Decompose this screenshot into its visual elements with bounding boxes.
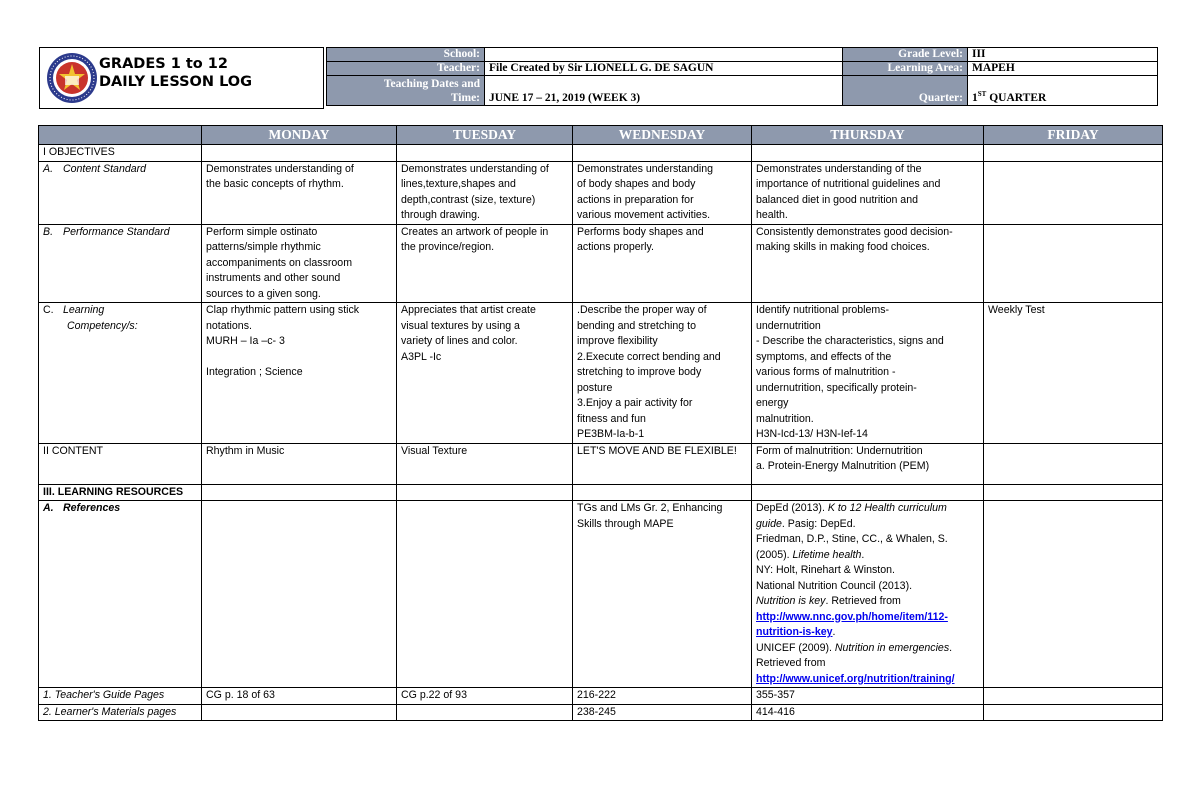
- table-cell[interactable]: .Describe the proper way of bending and stretching to improve flexibility 2.Execute correct bending and stretching to improve body posture 3.Enjoy a pair activity for fitness and fun PE3BM-Ia-b-1: [573, 303, 752, 444]
- table-row: [39, 704, 1163, 721]
- grade-value[interactable]: III: [968, 48, 1158, 62]
- table-cell[interactable]: [397, 484, 573, 501]
- table-row: [39, 303, 1163, 444]
- table-cell[interactable]: Demonstrates understanding of body shapes and body actions in preparation for various movement activities.: [573, 161, 752, 224]
- dates-value[interactable]: JUNE 17 – 21, 2019 (WEEK 3): [485, 76, 843, 106]
- dates-label: Teaching Dates and Time:: [327, 76, 485, 106]
- table-cell[interactable]: [984, 443, 1163, 484]
- table-cell[interactable]: [202, 145, 397, 162]
- table-cell[interactable]: CG p. 18 of 63: [202, 688, 397, 705]
- table-cell[interactable]: Demonstrates understanding of lines,texture,shapes and depth,contrast (size, texture) through drawing.: [397, 161, 573, 224]
- table-cell[interactable]: TGs and LMs Gr. 2, Enhancing Skills through MAPE: [573, 501, 752, 688]
- table-row: [39, 484, 1163, 501]
- day-header-friday: FRIDAY: [984, 126, 1163, 145]
- table-cell[interactable]: 238-245: [573, 704, 752, 721]
- section-resources: III. LEARNING RESOURCES: [39, 484, 202, 501]
- section-content: II CONTENT: [39, 443, 202, 484]
- row-label-performance-standard: B. Performance Standard: [39, 224, 202, 303]
- table-cell[interactable]: [397, 501, 573, 688]
- table-row: [39, 443, 1163, 484]
- table-cell[interactable]: Demonstrates understanding of the basic concepts of rhythm.: [202, 161, 397, 224]
- table-cell[interactable]: LET'S MOVE AND BE FLEXIBLE!: [573, 443, 752, 484]
- table-cell[interactable]: [573, 484, 752, 501]
- row-label-learning-competency: C. Learning Competency/s:: [39, 303, 202, 444]
- school-value[interactable]: [485, 48, 843, 62]
- table-cell[interactable]: 355-357: [752, 688, 984, 705]
- table-row: [39, 224, 1163, 303]
- table-cell[interactable]: [984, 688, 1163, 705]
- nnc-link[interactable]: http://www.nnc.gov.ph/home/item/112-: [756, 610, 948, 623]
- table-row: [39, 161, 1163, 224]
- table-cell[interactable]: Form of malnutrition: Undernutrition a. Protein-Energy Malnutrition (PEM): [752, 443, 984, 484]
- quarter-value[interactable]: 1ST QUARTER: [968, 76, 1158, 106]
- row-label-content-standard: A. Content Standard: [39, 161, 202, 224]
- table-cell[interactable]: Demonstrates understanding of the importance of nutritional guidelines and balanced diet in good nutrition and health.: [752, 161, 984, 224]
- unicef-link[interactable]: http://www.unicef.org/nutrition/training/: [756, 672, 955, 685]
- table-cell[interactable]: Perform simple ostinato patterns/simple rhythmic accompaniments on classroom instruments and other sound sources to a given song.: [202, 224, 397, 303]
- table-cell[interactable]: Visual Texture: [397, 443, 573, 484]
- table-cell[interactable]: Creates an artwork of people in the province/region.: [397, 224, 573, 303]
- section-objectives: I OBJECTIVES: [39, 145, 202, 162]
- table-cell[interactable]: [984, 501, 1163, 688]
- table-cell[interactable]: 414-416: [752, 704, 984, 721]
- day-header-wednesday: WEDNESDAY: [573, 126, 752, 145]
- table-cell[interactable]: [202, 484, 397, 501]
- table-cell[interactable]: [573, 145, 752, 162]
- table-cell[interactable]: Performs body shapes and actions properly.: [573, 224, 752, 303]
- table-cell[interactable]: [984, 704, 1163, 721]
- row-label-tg-pages: 1. Teacher's Guide Pages: [39, 688, 202, 705]
- quarter-label: Quarter:: [843, 76, 968, 106]
- area-label: Learning Area:: [843, 62, 968, 76]
- nnc-link-continued[interactable]: nutrition-is-key: [756, 626, 833, 638]
- table-cell[interactable]: [202, 704, 397, 721]
- table-cell[interactable]: DepEd (2013). K to 12 Health curriculum guide. Pasig: DepEd. Friedman, D.P., Stine, CC., & Whalen, S. (2005). Lifetime health. NY: Holt, Rinehart & Winston. National Nutrition Council (2013). Nutrition is key. Retrieved from http://www.nnc.gov.ph/home/item/112- nutrition-is-key. UNICEF (2009). Nutrition in emergencies. Retrieved from http://www.unicef.org/nutrition/training/: [752, 501, 984, 688]
- table-cell[interactable]: Weekly Test: [984, 303, 1163, 444]
- table-cell[interactable]: Identify nutritional problems- undernutrition - Describe the characteristics, signs and symptoms, and effects of the various forms of malnutrition - undernutrition, specifically protein- energy malnutrition. H3N-Icd-13/ H3N-Ief-14: [752, 303, 984, 444]
- table-cell[interactable]: [397, 704, 573, 721]
- table-cell[interactable]: [752, 484, 984, 501]
- grade-label: Grade Level:: [843, 48, 968, 62]
- table-cell[interactable]: [984, 224, 1163, 303]
- day-header-monday: MONDAY: [202, 126, 397, 145]
- teacher-value[interactable]: File Created by Sir LIONELL G. DE SAGUN: [485, 62, 843, 76]
- table-row: [39, 688, 1163, 705]
- day-header-thursday: THURSDAY: [752, 126, 984, 145]
- table-cell[interactable]: [202, 501, 397, 688]
- header-box: [39, 47, 324, 109]
- table-cell[interactable]: [984, 161, 1163, 224]
- lesson-log-table: [38, 125, 1163, 721]
- table-cell[interactable]: Consistently demonstrates good decision- making skills in making food choices.: [752, 224, 984, 303]
- teacher-label: Teacher:: [327, 62, 485, 76]
- day-header-tuesday: TUESDAY: [397, 126, 573, 145]
- table-cell[interactable]: CG p.22 of 93: [397, 688, 573, 705]
- table-cell[interactable]: Rhythm in Music: [202, 443, 397, 484]
- table-cell[interactable]: 216-222: [573, 688, 752, 705]
- row-label-lm-pages: 2. Learner's Materials pages: [39, 704, 202, 721]
- corner-header: [39, 126, 202, 145]
- table-cell[interactable]: [397, 145, 573, 162]
- deped-seal-icon: [46, 52, 98, 104]
- school-label: School:: [327, 48, 485, 62]
- info-table: [326, 47, 1158, 106]
- table-cell[interactable]: Appreciates that artist create visual textures by using a variety of lines and color. A3PL -Ic: [397, 303, 573, 444]
- table-cell[interactable]: [752, 145, 984, 162]
- area-value[interactable]: MAPEH: [968, 62, 1158, 76]
- table-cell[interactable]: [984, 484, 1163, 501]
- row-label-references: A. References: [39, 501, 202, 688]
- table-cell[interactable]: Clap rhythmic pattern using stick notations. MURH – Ia –c- 3 Integration ; Science: [202, 303, 397, 444]
- table-cell[interactable]: [984, 145, 1163, 162]
- table-row: [39, 501, 1163, 688]
- page-title: GRADES 1 to 12 DAILY LESSON LOG: [99, 56, 253, 90]
